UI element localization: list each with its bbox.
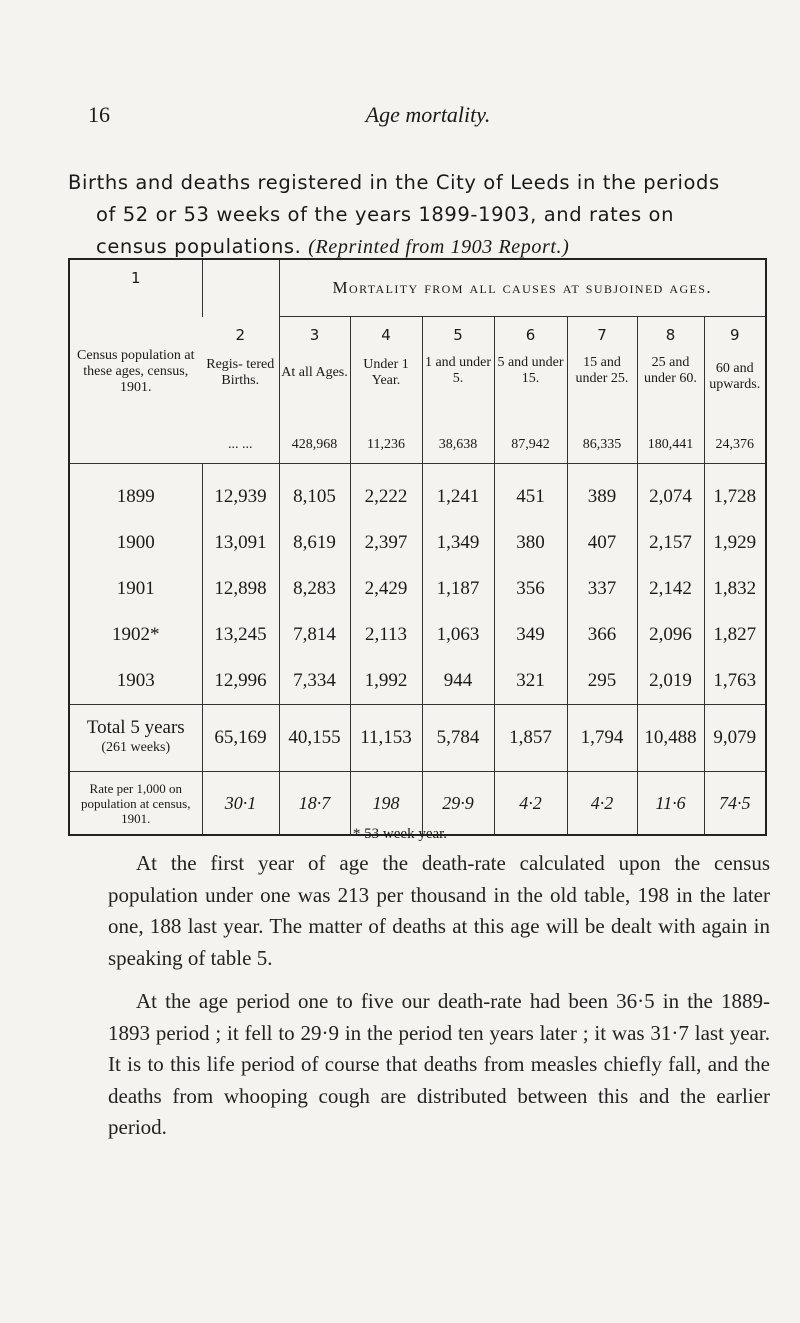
table-cell: 12,898: [202, 566, 279, 612]
col-header: At all Ages. 428,968: [279, 353, 350, 464]
table-cell: 407: [567, 520, 637, 566]
row-year: 1900: [116, 532, 155, 553]
row-year: 1899: [116, 486, 155, 507]
table-cell: 389: [567, 464, 637, 521]
table-cell: 2,157: [637, 520, 704, 566]
total-row: [69, 705, 766, 772]
table-cell: 1,827: [704, 612, 766, 658]
row-year: 1902*: [112, 624, 160, 645]
table-cell: 9,079: [704, 705, 766, 772]
table-cell: 2,096: [637, 612, 704, 658]
table-cell: 12,939: [202, 464, 279, 521]
col-number: 5: [422, 317, 494, 354]
page-header: [88, 102, 768, 142]
table-cell: 1,929: [704, 520, 766, 566]
caption-line-2: of 52 or 53 weeks of the years 1899-1903, and rates on: [96, 203, 675, 226]
table-cell: 11,153: [350, 705, 422, 772]
col-number: 7: [567, 317, 637, 354]
table-cell: 8,105: [279, 464, 350, 521]
table-cell: 74·5: [704, 772, 766, 836]
table-cell: 366: [567, 612, 637, 658]
col-header: 1 and under 5. 38,638: [422, 353, 494, 464]
census-population-label: Census population at these ages, census, 1901.: [77, 348, 195, 395]
table-cell: 40,155: [279, 705, 350, 772]
table-title: Mortality from all causes at subjoined ages.: [279, 259, 766, 317]
total-label: Total 5 years (261 weeks): [69, 705, 202, 772]
table-cell: 13,245: [202, 612, 279, 658]
table-cell: 2,074: [637, 464, 704, 521]
col-header: 25 and under 60. 180,441: [637, 353, 704, 464]
caption-line-3: census populations. (Reprinted from 1903 Report.): [96, 235, 570, 258]
table-cell: 380: [494, 520, 567, 566]
table-cell: 451: [494, 464, 567, 521]
col-1-header: [69, 259, 202, 464]
table-cell: 1,857: [494, 705, 567, 772]
table-cell: 65,169: [202, 705, 279, 772]
col-number: 2: [235, 325, 246, 344]
table-cell: 7,334: [279, 658, 350, 705]
col-header: 60 and upwards. 24,376: [704, 353, 766, 464]
row-year: 1903: [69, 658, 202, 705]
table-cell: 198: [350, 772, 422, 836]
table-row: [69, 464, 766, 521]
table-cell: 2,397: [350, 520, 422, 566]
running-title: Age mortality.: [365, 102, 491, 127]
table-row: [69, 658, 766, 705]
table-cell: 1,349: [422, 520, 494, 566]
table-cell: 29·9: [422, 772, 494, 836]
footnote: * 53 week year.: [352, 826, 448, 842]
table-row: [69, 566, 766, 612]
table-cell: 1,763: [704, 658, 766, 705]
col-header: 15 and under 25. 86,335: [567, 353, 637, 464]
table-cell: 7,814: [279, 612, 350, 658]
paragraph: At the age period one to five our death-rate had been 36·5 in the 1889-1893 period ; it fell to 29·9 in the period ten years later ; it was 31·7 last year. It is to this life period of course that deaths from measles chiefly fall, and the deaths from whooping cough are distributed between this and the earlier period.: [108, 989, 770, 1139]
page-number: 16: [88, 102, 110, 127]
table-cell: 1,728: [704, 464, 766, 521]
row-year: 1901: [116, 578, 155, 599]
table-cell: 10,488: [637, 705, 704, 772]
rate-label: Rate per 1,000 on population at census, 1901.: [81, 780, 191, 826]
paragraph: At the first year of age the death-rate calculated upon the census population under one was 213 per thousand in the old table, 198 in the later one, 188 last year. The matter of deaths at this age will be dealt with again in speaking of table 5.: [108, 851, 770, 970]
col-header: Under 1 Year. 11,236: [350, 353, 422, 464]
table-cell: 12,996: [202, 658, 279, 705]
table-cell: 356: [494, 566, 567, 612]
mortality-table: [68, 258, 767, 836]
col-number: 4: [350, 317, 422, 354]
table-cell: 30·1: [202, 772, 279, 836]
table-row: [69, 612, 766, 658]
table-cell: 1,832: [704, 566, 766, 612]
table-cell: 321: [494, 658, 567, 705]
table-cell: 2,222: [350, 464, 422, 521]
col-number: 9: [704, 317, 766, 354]
table-cell: 2,142: [637, 566, 704, 612]
table-cell: 13,091: [202, 520, 279, 566]
table-cell: 8,283: [279, 566, 350, 612]
table-cell: 1,241: [422, 464, 494, 521]
col-number: 6: [494, 317, 567, 354]
table-cell: 295: [567, 658, 637, 705]
table-cell: 1,794: [567, 705, 637, 772]
table-cell: 18·7: [279, 772, 350, 836]
table-cell: 1,992: [350, 658, 422, 705]
table-cell: 2,019: [637, 658, 704, 705]
body-text: [108, 848, 770, 1144]
caption-line-1: Births and deaths registered in the City of Leeds in the periods: [68, 171, 720, 194]
table-cell: 944: [422, 658, 494, 705]
table-row: [69, 520, 766, 566]
table-cell: 349: [494, 612, 567, 658]
col-number: 8: [637, 317, 704, 354]
caption-reprint-note: (Reprinted from 1903 Report.): [308, 236, 570, 258]
table-cell: 2,113: [350, 612, 422, 658]
table-cell: 4·2: [494, 772, 567, 836]
table-cell: 1,187: [422, 566, 494, 612]
col-number: 3: [279, 317, 350, 354]
table-cell: 8,619: [279, 520, 350, 566]
table-cell: 11·6: [637, 772, 704, 836]
table-caption: [68, 167, 768, 263]
col-header: Regis- tered Births. ... ...: [202, 353, 279, 464]
col-header: 5 and under 15. 87,942: [494, 353, 567, 464]
table-cell: 1,063: [422, 612, 494, 658]
table-cell: 5,784: [422, 705, 494, 772]
col-number: 1: [130, 269, 141, 287]
table-cell: 4·2: [567, 772, 637, 836]
table-cell: 2,429: [350, 566, 422, 612]
table-cell: 337: [567, 566, 637, 612]
